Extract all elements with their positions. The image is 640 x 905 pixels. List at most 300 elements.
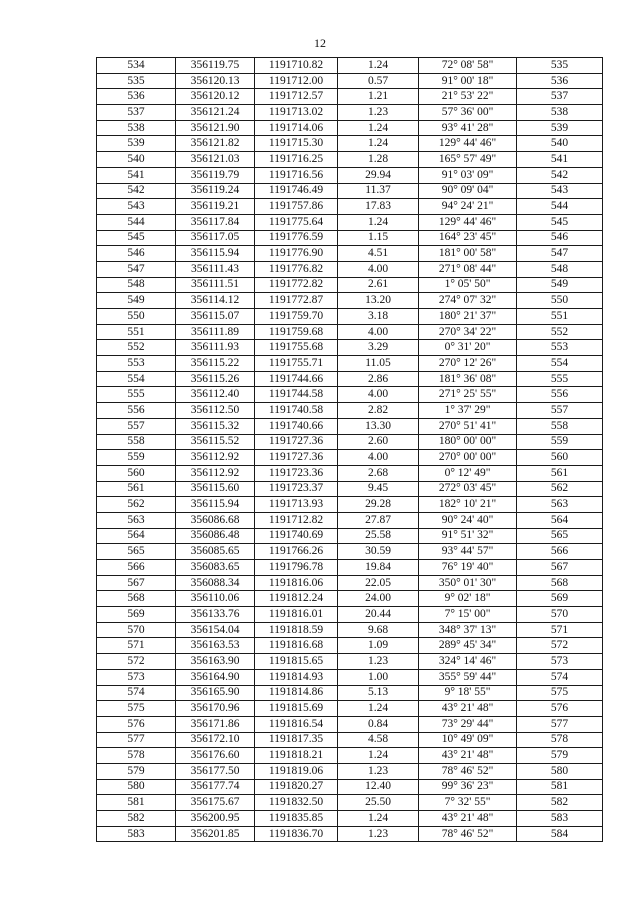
distance-cell: 19.84 [338, 560, 419, 576]
point-number-cell: 564 [97, 528, 176, 544]
bearing-cell: 94° 24' 21" [419, 199, 517, 215]
table-row [97, 716, 603, 732]
x-coordinate-cell: 356120.12 [176, 89, 255, 105]
next-point-number-cell: 539 [517, 120, 603, 136]
bearing-cell: 91° 51' 32" [419, 528, 517, 544]
table-row [97, 528, 603, 544]
table-row [97, 309, 603, 325]
bearing-cell: 43° 21' 48" [419, 811, 517, 827]
y-coordinate-cell: 1191836.70 [255, 826, 338, 842]
distance-cell: 20.44 [338, 607, 419, 623]
bearing-cell: 78° 46' 52" [419, 763, 517, 779]
x-coordinate-cell: 356112.92 [176, 465, 255, 481]
next-point-number-cell: 547 [517, 246, 603, 262]
point-number-cell: 553 [97, 356, 176, 372]
y-coordinate-cell: 1191713.93 [255, 497, 338, 513]
point-number-cell: 582 [97, 811, 176, 827]
x-coordinate-cell: 356121.82 [176, 136, 255, 152]
x-coordinate-cell: 356119.75 [176, 58, 255, 74]
distance-cell: 2.86 [338, 371, 419, 387]
x-coordinate-cell: 356120.13 [176, 73, 255, 89]
x-coordinate-cell: 356086.68 [176, 512, 255, 528]
coordinates-table-body [97, 58, 603, 842]
point-number-cell: 583 [97, 826, 176, 842]
distance-cell: 9.45 [338, 481, 419, 497]
point-number-cell: 565 [97, 544, 176, 560]
bearing-cell: 7° 32' 55" [419, 795, 517, 811]
y-coordinate-cell: 1191716.56 [255, 167, 338, 183]
next-point-number-cell: 562 [517, 481, 603, 497]
point-number-cell: 542 [97, 183, 176, 199]
bearing-cell: 270° 51' 41" [419, 418, 517, 434]
next-point-number-cell: 557 [517, 403, 603, 419]
point-number-cell: 568 [97, 591, 176, 607]
table-row [97, 701, 603, 717]
table-row [97, 403, 603, 419]
next-point-number-cell: 548 [517, 261, 603, 277]
y-coordinate-cell: 1191815.65 [255, 654, 338, 670]
distance-cell: 1.24 [338, 58, 419, 74]
distance-cell: 1.24 [338, 701, 419, 717]
y-coordinate-cell: 1191814.86 [255, 685, 338, 701]
y-coordinate-cell: 1191835.85 [255, 811, 338, 827]
next-point-number-cell: 549 [517, 277, 603, 293]
point-number-cell: 540 [97, 152, 176, 168]
distance-cell: 1.00 [338, 669, 419, 685]
next-point-number-cell: 576 [517, 701, 603, 717]
bearing-cell: 72° 08' 58" [419, 58, 517, 74]
point-number-cell: 575 [97, 701, 176, 717]
next-point-number-cell: 552 [517, 324, 603, 340]
page-number: 12 [314, 36, 326, 50]
table-row [97, 434, 603, 450]
next-point-number-cell: 559 [517, 434, 603, 450]
distance-cell: 5.13 [338, 685, 419, 701]
point-number-cell: 545 [97, 230, 176, 246]
x-coordinate-cell: 356115.94 [176, 497, 255, 513]
x-coordinate-cell: 356177.74 [176, 779, 255, 795]
table-row [97, 811, 603, 827]
bearing-cell: 1° 05' 50" [419, 277, 517, 293]
next-point-number-cell: 544 [517, 199, 603, 215]
table-row [97, 340, 603, 356]
x-coordinate-cell: 356133.76 [176, 607, 255, 623]
x-coordinate-cell: 356111.89 [176, 324, 255, 340]
bearing-cell: 93° 41' 28" [419, 120, 517, 136]
distance-cell: 29.94 [338, 167, 419, 183]
y-coordinate-cell: 1191740.58 [255, 403, 338, 419]
x-coordinate-cell: 356117.84 [176, 214, 255, 230]
y-coordinate-cell: 1191727.36 [255, 450, 338, 466]
point-number-cell: 534 [97, 58, 176, 74]
bearing-cell: 180° 00' 00" [419, 434, 517, 450]
bearing-cell: 182° 10' 21" [419, 497, 517, 513]
table-row [97, 89, 603, 105]
x-coordinate-cell: 356085.65 [176, 544, 255, 560]
y-coordinate-cell: 1191820.27 [255, 779, 338, 795]
point-number-cell: 562 [97, 497, 176, 513]
x-coordinate-cell: 356086.48 [176, 528, 255, 544]
y-coordinate-cell: 1191819.06 [255, 763, 338, 779]
y-coordinate-cell: 1191740.66 [255, 418, 338, 434]
distance-cell: 1.24 [338, 120, 419, 136]
distance-cell: 1.15 [338, 230, 419, 246]
x-coordinate-cell: 356172.10 [176, 732, 255, 748]
bearing-cell: 7° 15' 00" [419, 607, 517, 623]
x-coordinate-cell: 356121.03 [176, 152, 255, 168]
distance-cell: 9.68 [338, 622, 419, 638]
next-point-number-cell: 553 [517, 340, 603, 356]
next-point-number-cell: 535 [517, 58, 603, 74]
next-point-number-cell: 583 [517, 811, 603, 827]
bearing-cell: 271° 08' 44" [419, 261, 517, 277]
point-number-cell: 559 [97, 450, 176, 466]
x-coordinate-cell: 356115.32 [176, 418, 255, 434]
y-coordinate-cell: 1191715.30 [255, 136, 338, 152]
point-number-cell: 569 [97, 607, 176, 623]
next-point-number-cell: 543 [517, 183, 603, 199]
table-row [97, 230, 603, 246]
distance-cell: 1.23 [338, 763, 419, 779]
bearing-cell: 324° 14' 46" [419, 654, 517, 670]
table-row [97, 58, 603, 74]
bearing-cell: 76° 19' 40" [419, 560, 517, 576]
y-coordinate-cell: 1191746.49 [255, 183, 338, 199]
y-coordinate-cell: 1191812.24 [255, 591, 338, 607]
bearing-cell: 348° 37' 13" [419, 622, 517, 638]
table-row [97, 654, 603, 670]
bearing-cell: 164° 23' 45" [419, 230, 517, 246]
y-coordinate-cell: 1191816.54 [255, 716, 338, 732]
bearing-cell: 129° 44' 46" [419, 214, 517, 230]
distance-cell: 2.60 [338, 434, 419, 450]
y-coordinate-cell: 1191723.37 [255, 481, 338, 497]
bearing-cell: 289° 45' 34" [419, 638, 517, 654]
table-row [97, 512, 603, 528]
point-number-cell: 560 [97, 465, 176, 481]
point-number-cell: 570 [97, 622, 176, 638]
y-coordinate-cell: 1191816.68 [255, 638, 338, 654]
distance-cell: 17.83 [338, 199, 419, 215]
next-point-number-cell: 578 [517, 732, 603, 748]
x-coordinate-cell: 356115.60 [176, 481, 255, 497]
y-coordinate-cell: 1191740.69 [255, 528, 338, 544]
table-row [97, 324, 603, 340]
y-coordinate-cell: 1191712.57 [255, 89, 338, 105]
distance-cell: 0.84 [338, 716, 419, 732]
table-row [97, 246, 603, 262]
bearing-cell: 9° 18' 55" [419, 685, 517, 701]
distance-cell: 25.50 [338, 795, 419, 811]
y-coordinate-cell: 1191712.82 [255, 512, 338, 528]
distance-cell: 24.00 [338, 591, 419, 607]
bearing-cell: 181° 00' 58" [419, 246, 517, 262]
point-number-cell: 573 [97, 669, 176, 685]
bearing-cell: 78° 46' 52" [419, 826, 517, 842]
point-number-cell: 536 [97, 89, 176, 105]
next-point-number-cell: 563 [517, 497, 603, 513]
y-coordinate-cell: 1191818.59 [255, 622, 338, 638]
table-row [97, 607, 603, 623]
distance-cell: 1.23 [338, 654, 419, 670]
x-coordinate-cell: 356121.90 [176, 120, 255, 136]
next-point-number-cell: 542 [517, 167, 603, 183]
y-coordinate-cell: 1191713.02 [255, 105, 338, 121]
x-coordinate-cell: 356163.90 [176, 654, 255, 670]
bearing-cell: 272° 03' 45" [419, 481, 517, 497]
table-row [97, 481, 603, 497]
y-coordinate-cell: 1191776.82 [255, 261, 338, 277]
x-coordinate-cell: 356119.24 [176, 183, 255, 199]
table-row [97, 167, 603, 183]
y-coordinate-cell: 1191723.36 [255, 465, 338, 481]
point-number-cell: 576 [97, 716, 176, 732]
distance-cell: 25.58 [338, 528, 419, 544]
bearing-cell: 274° 07' 32" [419, 293, 517, 309]
distance-cell: 22.05 [338, 575, 419, 591]
distance-cell: 13.30 [338, 418, 419, 434]
next-point-number-cell: 555 [517, 371, 603, 387]
x-coordinate-cell: 356119.79 [176, 167, 255, 183]
bearing-cell: 180° 21' 37" [419, 309, 517, 325]
table-row [97, 371, 603, 387]
next-point-number-cell: 536 [517, 73, 603, 89]
next-point-number-cell: 561 [517, 465, 603, 481]
x-coordinate-cell: 356119.21 [176, 199, 255, 215]
table-row [97, 450, 603, 466]
x-coordinate-cell: 356083.65 [176, 560, 255, 576]
distance-cell: 13.20 [338, 293, 419, 309]
distance-cell: 11.05 [338, 356, 419, 372]
bearing-cell: 9° 02' 18" [419, 591, 517, 607]
distance-cell: 4.51 [338, 246, 419, 262]
next-point-number-cell: 568 [517, 575, 603, 591]
y-coordinate-cell: 1191714.06 [255, 120, 338, 136]
y-coordinate-cell: 1191716.25 [255, 152, 338, 168]
table-row [97, 732, 603, 748]
x-coordinate-cell: 356175.67 [176, 795, 255, 811]
x-coordinate-cell: 356111.43 [176, 261, 255, 277]
table-row [97, 387, 603, 403]
point-number-cell: 549 [97, 293, 176, 309]
y-coordinate-cell: 1191776.59 [255, 230, 338, 246]
next-point-number-cell: 572 [517, 638, 603, 654]
x-coordinate-cell: 356115.94 [176, 246, 255, 262]
x-coordinate-cell: 356111.93 [176, 340, 255, 356]
x-coordinate-cell: 356112.92 [176, 450, 255, 466]
table-row [97, 418, 603, 434]
next-point-number-cell: 566 [517, 544, 603, 560]
table-row [97, 120, 603, 136]
next-point-number-cell: 551 [517, 309, 603, 325]
next-point-number-cell: 579 [517, 748, 603, 764]
point-number-cell: 547 [97, 261, 176, 277]
distance-cell: 12.40 [338, 779, 419, 795]
table-row [97, 544, 603, 560]
bearing-cell: 99° 36' 23" [419, 779, 517, 795]
x-coordinate-cell: 356177.50 [176, 763, 255, 779]
next-point-number-cell: 582 [517, 795, 603, 811]
table-row [97, 277, 603, 293]
point-number-cell: 543 [97, 199, 176, 215]
y-coordinate-cell: 1191759.68 [255, 324, 338, 340]
point-number-cell: 548 [97, 277, 176, 293]
next-point-number-cell: 556 [517, 387, 603, 403]
x-coordinate-cell: 356088.34 [176, 575, 255, 591]
point-number-cell: 566 [97, 560, 176, 576]
table-row [97, 152, 603, 168]
distance-cell: 4.00 [338, 387, 419, 403]
distance-cell: 4.00 [338, 450, 419, 466]
next-point-number-cell: 574 [517, 669, 603, 685]
distance-cell: 1.24 [338, 136, 419, 152]
x-coordinate-cell: 356114.12 [176, 293, 255, 309]
y-coordinate-cell: 1191766.26 [255, 544, 338, 560]
point-number-cell: 561 [97, 481, 176, 497]
table-row [97, 826, 603, 842]
distance-cell: 2.82 [338, 403, 419, 419]
bearing-cell: 10° 49' 09" [419, 732, 517, 748]
bearing-cell: 90° 09' 04" [419, 183, 517, 199]
bearing-cell: 43° 21' 48" [419, 701, 517, 717]
x-coordinate-cell: 356117.05 [176, 230, 255, 246]
next-point-number-cell: 573 [517, 654, 603, 670]
distance-cell: 1.09 [338, 638, 419, 654]
x-coordinate-cell: 356115.52 [176, 434, 255, 450]
next-point-number-cell: 558 [517, 418, 603, 434]
table-row [97, 622, 603, 638]
table-row [97, 183, 603, 199]
bearing-cell: 0° 12' 49" [419, 465, 517, 481]
point-number-cell: 550 [97, 309, 176, 325]
next-point-number-cell: 541 [517, 152, 603, 168]
point-number-cell: 558 [97, 434, 176, 450]
next-point-number-cell: 564 [517, 512, 603, 528]
y-coordinate-cell: 1191772.87 [255, 293, 338, 309]
bearing-cell: 355° 59' 44" [419, 669, 517, 685]
y-coordinate-cell: 1191727.36 [255, 434, 338, 450]
point-number-cell: 538 [97, 120, 176, 136]
table-row [97, 669, 603, 685]
x-coordinate-cell: 356110.06 [176, 591, 255, 607]
next-point-number-cell: 545 [517, 214, 603, 230]
y-coordinate-cell: 1191744.66 [255, 371, 338, 387]
distance-cell: 1.24 [338, 214, 419, 230]
point-number-cell: 563 [97, 512, 176, 528]
x-coordinate-cell: 356115.26 [176, 371, 255, 387]
next-point-number-cell: 538 [517, 105, 603, 121]
x-coordinate-cell: 356165.90 [176, 685, 255, 701]
y-coordinate-cell: 1191772.82 [255, 277, 338, 293]
point-number-cell: 546 [97, 246, 176, 262]
point-number-cell: 551 [97, 324, 176, 340]
bearing-cell: 43° 21' 48" [419, 748, 517, 764]
table-row [97, 136, 603, 152]
bearing-cell: 93° 44' 57" [419, 544, 517, 560]
x-coordinate-cell: 356121.24 [176, 105, 255, 121]
distance-cell: 2.68 [338, 465, 419, 481]
table-row [97, 73, 603, 89]
next-point-number-cell: 580 [517, 763, 603, 779]
bearing-cell: 270° 00' 00" [419, 450, 517, 466]
distance-cell: 30.59 [338, 544, 419, 560]
table-row [97, 763, 603, 779]
distance-cell: 3.29 [338, 340, 419, 356]
table-row [97, 497, 603, 513]
point-number-cell: 581 [97, 795, 176, 811]
y-coordinate-cell: 1191759.70 [255, 309, 338, 325]
y-coordinate-cell: 1191755.71 [255, 356, 338, 372]
y-coordinate-cell: 1191832.50 [255, 795, 338, 811]
next-point-number-cell: 570 [517, 607, 603, 623]
next-point-number-cell: 575 [517, 685, 603, 701]
table-row [97, 356, 603, 372]
bearing-cell: 181° 36' 08" [419, 371, 517, 387]
distance-cell: 4.58 [338, 732, 419, 748]
table-row [97, 465, 603, 481]
table-row [97, 748, 603, 764]
table-row [97, 685, 603, 701]
distance-cell: 1.24 [338, 748, 419, 764]
x-coordinate-cell: 356164.90 [176, 669, 255, 685]
x-coordinate-cell: 356170.96 [176, 701, 255, 717]
point-number-cell: 577 [97, 732, 176, 748]
bearing-cell: 129° 44' 46" [419, 136, 517, 152]
next-point-number-cell: 571 [517, 622, 603, 638]
point-number-cell: 537 [97, 105, 176, 121]
point-number-cell: 571 [97, 638, 176, 654]
y-coordinate-cell: 1191712.00 [255, 73, 338, 89]
bearing-cell: 0° 31' 20" [419, 340, 517, 356]
table-row [97, 638, 603, 654]
x-coordinate-cell: 356112.40 [176, 387, 255, 403]
distance-cell: 27.87 [338, 512, 419, 528]
distance-cell: 2.61 [338, 277, 419, 293]
point-number-cell: 579 [97, 763, 176, 779]
y-coordinate-cell: 1191775.64 [255, 214, 338, 230]
bearing-cell: 73° 29' 44" [419, 716, 517, 732]
x-coordinate-cell: 356163.53 [176, 638, 255, 654]
point-number-cell: 539 [97, 136, 176, 152]
bearing-cell: 90° 24' 40" [419, 512, 517, 528]
y-coordinate-cell: 1191710.82 [255, 58, 338, 74]
y-coordinate-cell: 1191755.68 [255, 340, 338, 356]
y-coordinate-cell: 1191814.93 [255, 669, 338, 685]
point-number-cell: 567 [97, 575, 176, 591]
distance-cell: 1.21 [338, 89, 419, 105]
next-point-number-cell: 584 [517, 826, 603, 842]
y-coordinate-cell: 1191776.90 [255, 246, 338, 262]
distance-cell: 1.24 [338, 811, 419, 827]
point-number-cell: 572 [97, 654, 176, 670]
point-number-cell: 574 [97, 685, 176, 701]
bearing-cell: 270° 12' 26" [419, 356, 517, 372]
bearing-cell: 270° 34' 22" [419, 324, 517, 340]
distance-cell: 4.00 [338, 261, 419, 277]
table-row [97, 795, 603, 811]
point-number-cell: 535 [97, 73, 176, 89]
x-coordinate-cell: 356112.50 [176, 403, 255, 419]
bearing-cell: 21° 53' 22" [419, 89, 517, 105]
x-coordinate-cell: 356176.60 [176, 748, 255, 764]
next-point-number-cell: 565 [517, 528, 603, 544]
bearing-cell: 1° 37' 29" [419, 403, 517, 419]
y-coordinate-cell: 1191818.21 [255, 748, 338, 764]
bearing-cell: 271° 25' 55" [419, 387, 517, 403]
next-point-number-cell: 569 [517, 591, 603, 607]
x-coordinate-cell: 356200.95 [176, 811, 255, 827]
point-number-cell: 556 [97, 403, 176, 419]
